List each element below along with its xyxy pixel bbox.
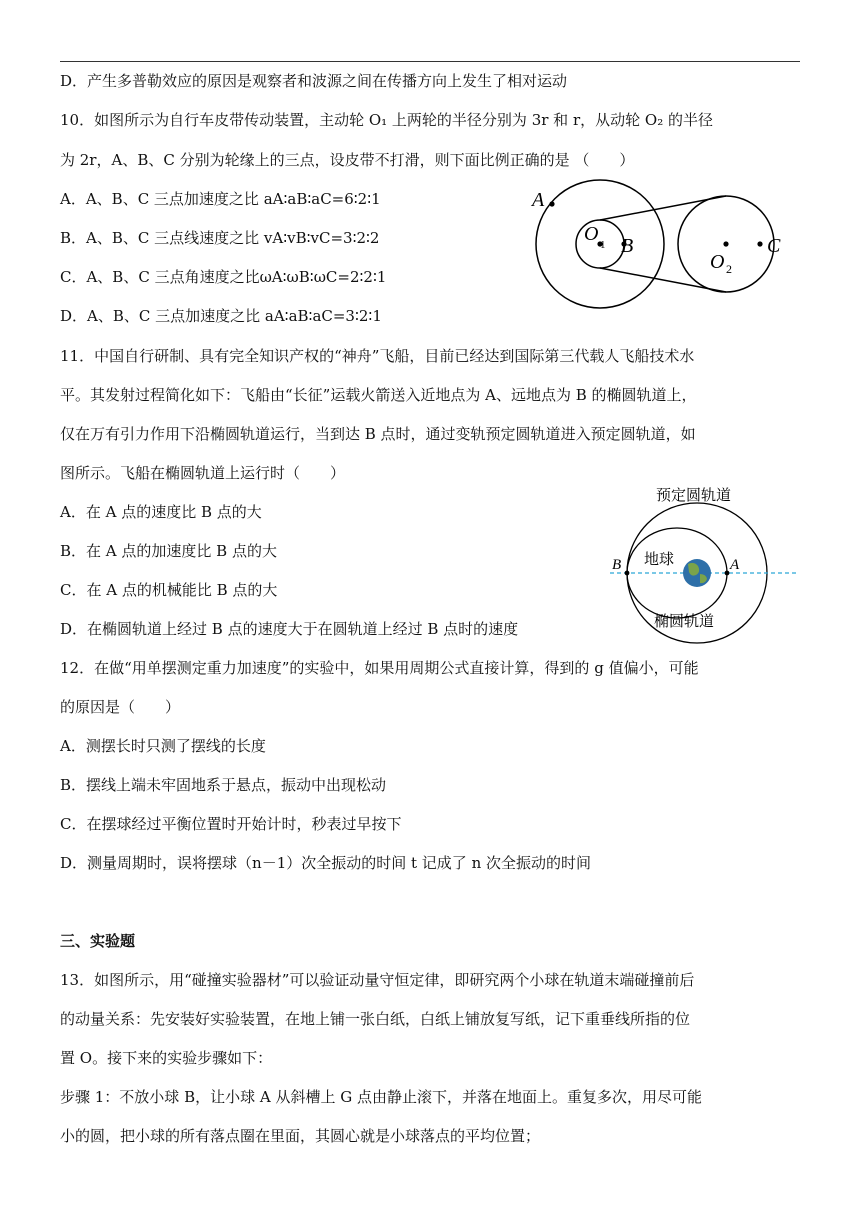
label-b: B [621, 235, 634, 257]
section-title: 三、实验题 [60, 932, 136, 950]
q10-stem-line1: 10．如图所示为自行车皮带传动装置，主动轮 O₁ 上两轮的半径分别为 3r 和 r，从动轮 O₂ 的半径 [60, 111, 713, 129]
orbit-label: 预定圆轨道 [656, 488, 732, 504]
q12-stem-line2: 的原因是（ ） [60, 698, 181, 716]
q13-line5: 小的圆，把小球的所有落点圈在里面，其圆心就是小球落点的平均位置； [60, 1127, 541, 1145]
label-o1: O [584, 223, 599, 245]
q10-option-b: B．A、B、C 三点线速度之比 vA∶vB∶vC=3∶2∶2 [60, 229, 380, 247]
earth-label: 地球 [644, 552, 675, 568]
point-a-dot [725, 571, 730, 576]
belt-drive-figure [520, 176, 800, 312]
label-o2-sub: 2 [726, 262, 732, 276]
q12-stem-line1: 12．在做“用单摆测定重力加速度”的实验中，如果用周期公式直接计算，得到的 g 值偏小，可能 [60, 659, 699, 677]
point-b-dot [625, 571, 630, 576]
orbit-figure [600, 478, 800, 646]
point-c-dot [757, 241, 762, 246]
q11-option-d: D．在椭圆轨道上经过 B 点的速度大于在圆轨道上经过 B 点时的速度 [60, 620, 519, 638]
q13-line3: 置 O。接下来的实验步骤如下： [60, 1049, 273, 1067]
q9-option-d: D．产生多普勒效应的原因是观察者和波源之间在传播方向上发生了相对运动 [60, 72, 568, 90]
q12-option-d: D．测量周期时，误将摆球（n－1）次全振动的时间 t 记成了 n 次全振动的时间 [60, 854, 591, 872]
q11-stem-line2: 平。其发射过程简化如下：飞船由“长征”运载火箭送入近地点为 A、远地点为 B 的椭圆轨道上， [60, 386, 697, 404]
label-b: B [612, 557, 622, 573]
q13-line1: 13．如图所示，用“碰撞实验器材”可以验证动量守恒定律，即研究两个小球在轨道末端碰撞前后 [60, 971, 695, 989]
q12-option-b: B．摆线上端未牢固地系于悬点，振动中出现松动 [60, 776, 387, 794]
q13-line4: 步骤 1：不放小球 B，让小球 A 从斜槽上 G 点由静止滚下，并落在地面上。重复多次，用尽可能 [60, 1088, 702, 1106]
q11-stem-line3: 仅在万有引力作用下沿椭圆轨道运行，当到达 B 点时，通过变轨预定圆轨道进入预定圆轨道，如 [60, 425, 696, 443]
label-a: A [730, 557, 740, 573]
q12-option-a: A．测摆长时只测了摆线的长度 [60, 737, 266, 755]
belt-top [600, 196, 726, 220]
point-a-dot [549, 201, 554, 206]
q11-option-b: B．在 A 点的加速度比 B 点的大 [60, 542, 277, 560]
q13-line2: 的动量关系：先安装好实验装置，在地上铺一张白纸，白纸上铺放复写纸，记下重垂线所指的位 [60, 1010, 691, 1028]
q10-option-d: D．A、B、C 三点加速度之比 aA∶aB∶aC=3∶2∶1 [60, 307, 382, 325]
q11-stem-line1: 11．中国自行研制、具有完全知识产权的“神舟”飞船，目前已经达到国际第三代载人飞船技术水 [60, 347, 695, 365]
q12-option-c: C．在摆球经过平衡位置时开始计时，秒表过早按下 [60, 815, 402, 833]
header-rule [60, 61, 800, 62]
ellipse-label: 椭圆轨道 [654, 614, 715, 630]
center-o2-dot [723, 241, 728, 246]
label-o2: O [710, 251, 725, 273]
q10-option-a: A．A、B、C 三点加速度之比 aA∶aB∶aC=6∶2∶1 [60, 190, 381, 208]
label-o1-sub: 1 [600, 239, 606, 251]
belt-bottom [600, 268, 726, 292]
q11-option-c: C．在 A 点的机械能比 B 点的大 [60, 581, 278, 599]
label-a: A [532, 189, 545, 211]
q11-option-a: A．在 A 点的速度比 B 点的大 [60, 503, 262, 521]
q11-stem-line4: 图所示。飞船在椭圆轨道上运行时（ ） [60, 464, 346, 482]
label-c: C [767, 235, 781, 257]
q10-stem-line2: 为 2r，A、B、C 分别为轮缘上的三点，设皮带不打滑，则下面比例正确的是 （ ） [60, 151, 635, 169]
q10-option-c: C．A、B、C 三点角速度之比ωA∶ωB∶ωC=2∶2∶1 [60, 268, 387, 286]
